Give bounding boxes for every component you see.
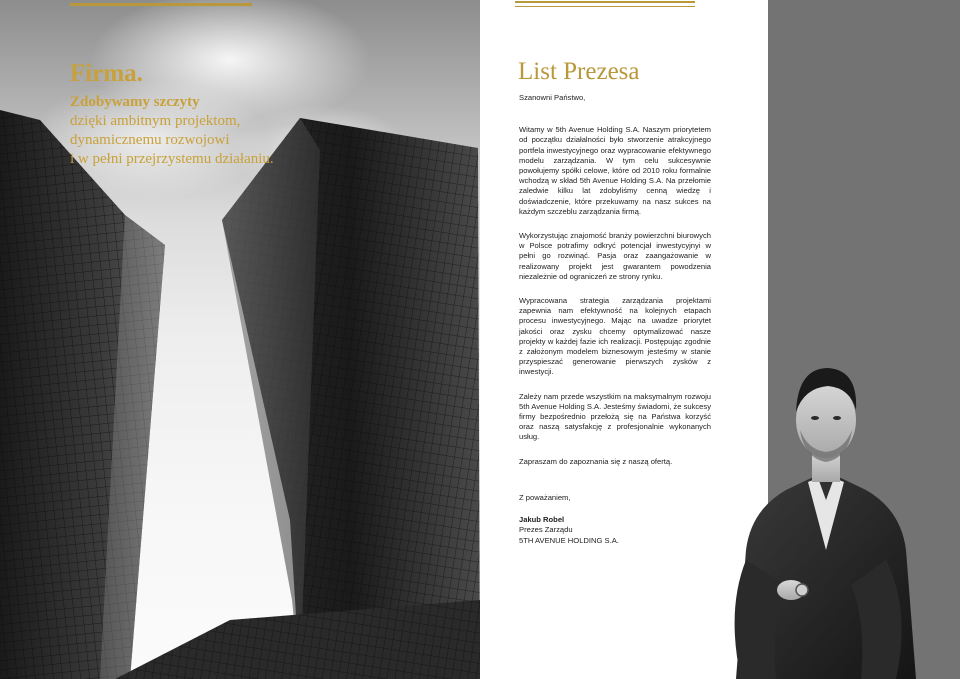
gold-rule — [515, 1, 695, 3]
tagline-heading: Zdobywamy szczyty — [70, 94, 200, 110]
signature-company: 5TH AVENUE HOLDING S.A. — [519, 535, 619, 545]
signature-role: Prezes Zarządu — [519, 525, 573, 535]
tagline-line: i w pełni przejrzystemu działaniu. — [70, 151, 274, 167]
letter-paragraph: Zapraszam do zapoznania się z naszą ofertą. — [519, 456, 673, 466]
letter-title: List Prezesa — [518, 58, 640, 85]
letter-paragraph: Wykorzystując znajomość branży powierzchni biurowych w Polsce potrafimy odkryć potencjał inwestycyjnyi w pełni go rozwinąć. Pasja oraz zaangażowanie w realizowany projekt jest gwarantem powodzenia niezależnie od ograniczeń ze strony rynku. — [519, 231, 711, 281]
signature-block — [519, 515, 711, 546]
tagline-line: dynamicznemu rozwojowi — [70, 132, 230, 148]
letter-body — [519, 93, 711, 558]
tagline — [70, 93, 310, 169]
right-page — [480, 0, 960, 679]
letter-greeting: Szanowni Państwo, — [519, 93, 586, 102]
letter-closing: Z poważaniem, — [519, 492, 571, 502]
ceo-portrait — [716, 350, 916, 679]
gold-rule-thin — [515, 6, 695, 7]
gold-rule — [70, 3, 252, 6]
letter-paragraph: Wypracowana strategia zarządzania projektami zapewnia nam efektywność na kolejnych etapach procesu inwestycyjnego. Mając na uwadze priorytet jakości oraz zysku chcemy optymalizować nasze projekty w każdej fazie ich realizacji. Postępując zgodnie z założonym modelem biznesowym jesteśmy w stanie przyspieszać generowanie pierwszych zysków z inwestycji. — [519, 296, 711, 377]
signature-name: Jakub Robel — [519, 515, 565, 525]
letter-paragraph: Zależy nam przede wszystkim na maksymalnym rozwoju 5th Avenue Holding S.A. Jesteśmy świadomi, że sukcesy firmy bezpośrednio przełożą się na Państwa korzyść oraz naszą satysfakcję z profesjonalnie wykonanych usług. — [519, 391, 711, 442]
tagline-line: dzięki ambitnym projektom, — [70, 113, 241, 129]
section-title: Firma. — [70, 60, 143, 87]
letter-paragraph: Witamy w 5th Avenue Holding S.A. Naszym priorytetem od początku działalności było stworzenie atrakcyjnego portfela inwestycyjnego oraz wypracowanie efektywnego modelu zarządzania. W tym celu sukcesywnie powołujemy spółki celowe, które od 2010 roku formalnie wchodzą w skład 5th Avenue Holding S.A. Na przełomie zaledwie kilku lat zdobyliśmy cenną wiedzę i doświadczenie, które przekuwamy na nasz sukces na każdym szczeblu zarządzania firmą. — [519, 125, 711, 216]
